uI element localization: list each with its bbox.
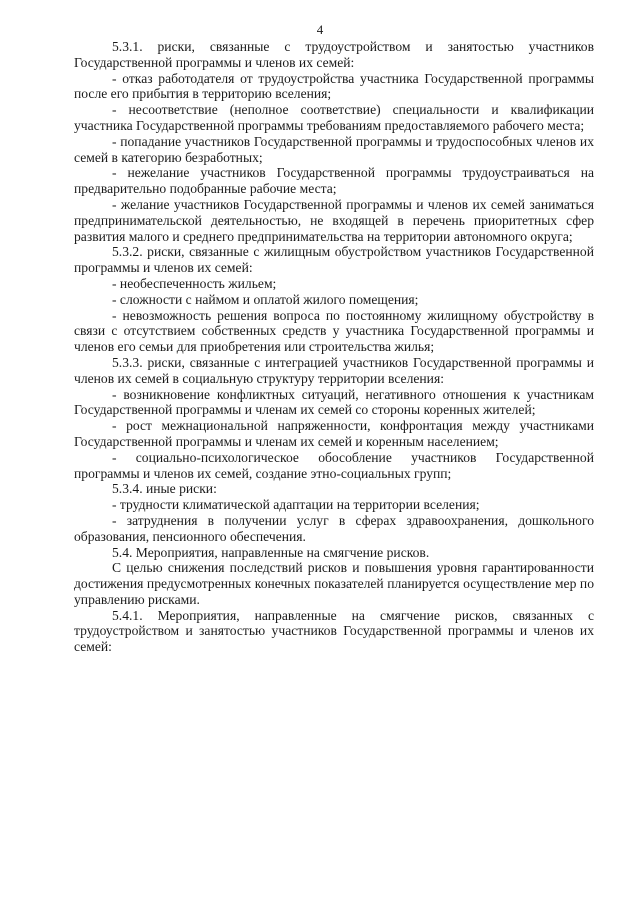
paragraph: - затруднения в получении услуг в сферах здравоохранения, дошкольного образования, пенсионного обеспечения.	[74, 512, 594, 544]
paragraph: - сложности с наймом и оплатой жилого помещения;	[112, 291, 419, 307]
paragraph: - попадание участников Государственной программы и трудоспособных членов их семей в категорию безработных;	[74, 133, 594, 165]
page-number: 4	[316, 22, 324, 37]
paragraph: - несоответствие (неполное соответствие) специальности и квалификации участника Государственной программы требованиям предоставляемого рабочего места;	[74, 102, 594, 133]
paragraph: - необеспеченность жильем;	[112, 275, 277, 291]
paragraph: - социально-психологическое обособление участников Государственной программы и членов их семей, создание этно-социальных групп;	[74, 449, 594, 481]
paragraph: 5.3.3. риски, связанные с интеграцией участников Государственной программы и членов их семей в социальную структуру территории вселения:	[74, 354, 594, 386]
paragraph: - возникновение конфликтных ситуаций, негативного отношения к участникам Государственной программы и членам их семей со стороны коренных жителей;	[74, 386, 594, 418]
paragraph: 5.3.1. риски, связанные с трудоустройством и занятостью участников Государственной программы и членов их семей:	[74, 39, 594, 70]
paragraph: С целью снижения последствий рисков и повышения уровня гарантированности достижения предусмотренных конечных показателей планируется осуществление мер по управлению рисками.	[74, 560, 594, 607]
paragraph: - желание участников Государственной программы и членов их семей заниматься предпринимательской деятельностью, не входящей в перечень приоритетных сфер развития малого и среднего предпринимательства на территории автономного округа;	[74, 196, 594, 244]
document-body	[74, 39, 594, 655]
paragraph: 5.4.1. Мероприятия, направленные на смягчение рисков, связанных с трудоустройством и занятостью участников Государственной программы и членов их семей:	[74, 607, 594, 655]
paragraph: - отказ работодателя от трудоустройства участника Государственной программы после его прибытия в территорию вселения;	[74, 70, 594, 102]
paragraph: 5.3.4. иные риски:	[112, 481, 217, 497]
paragraph: 5.4. Мероприятия, направленные на смягчение рисков.	[112, 544, 430, 560]
paragraph: - рост межнациональной напряженности, конфронтация между участниками Государственной программы и членам их семей и коренным населением;	[74, 418, 594, 449]
paragraph: - невозможность решения вопроса по постоянному жилищному обустройству в связи с отсутствием собственных средств у участника Государственной программы и членов его семьи для приобретения или строительства жилья;	[74, 307, 594, 355]
paragraph: - трудности климатической адаптации на территории вселения;	[112, 497, 480, 513]
paragraph: 5.3.2. риски, связанные с жилищным обустройством участников Государственной программы и членов их семей:	[74, 244, 594, 276]
paragraph: - нежелание участников Государственной программы трудоустраиваться на предварительно подобранные рабочие места;	[74, 165, 594, 197]
